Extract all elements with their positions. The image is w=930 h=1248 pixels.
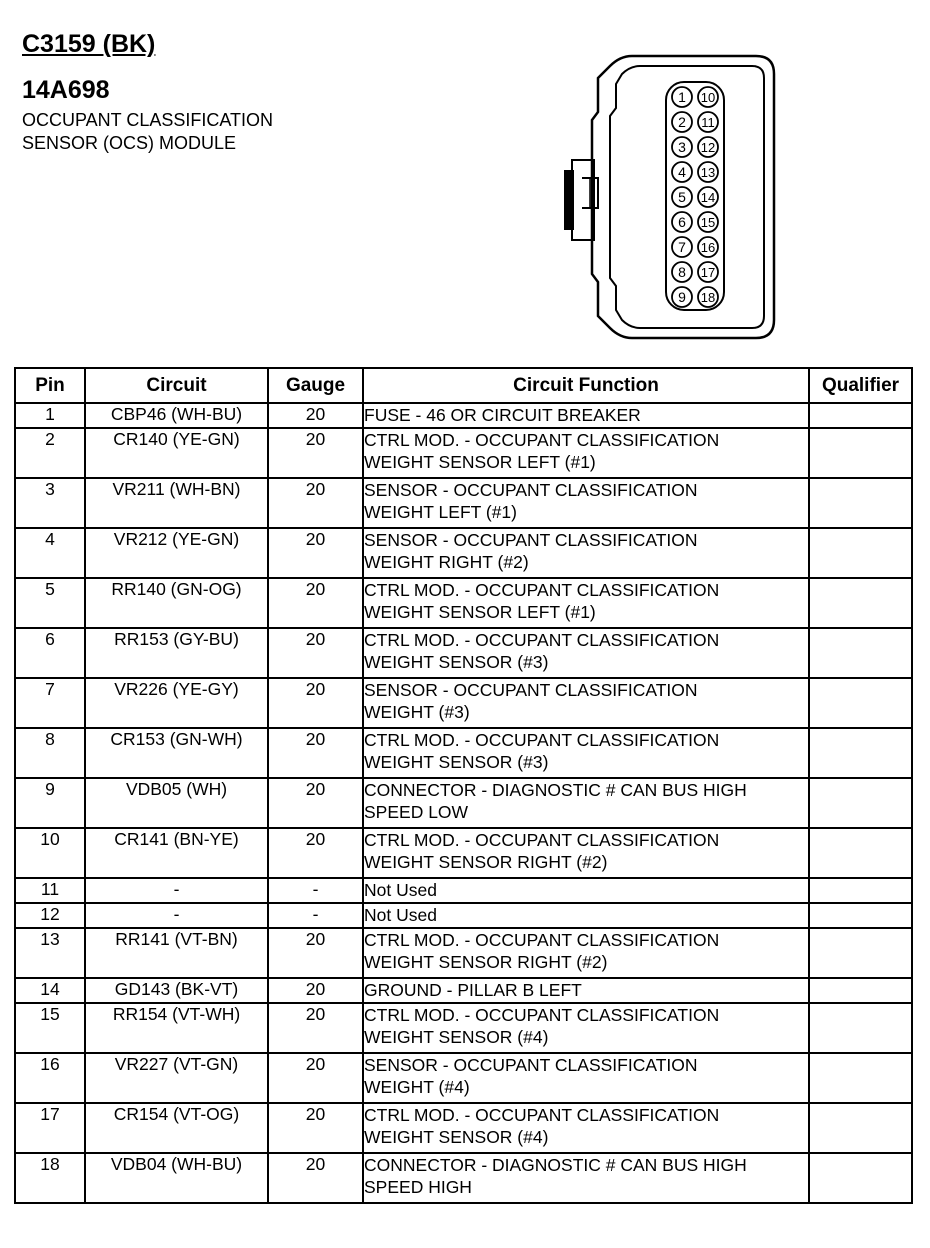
table-row [15, 678, 912, 728]
connector-pin [672, 287, 692, 307]
circuit-function-cell [363, 478, 809, 528]
qualifier-cell [809, 728, 912, 778]
connector-pin [698, 162, 718, 182]
gauge-cell: 20 [268, 578, 363, 628]
pins-right [698, 87, 718, 307]
connector-pin-label: 3 [678, 139, 686, 155]
circuit-function-cell [363, 1103, 809, 1153]
circuit-function-line2: WEIGHT SENSOR (#3) [364, 752, 549, 772]
pin-cell: 16 [15, 1053, 85, 1103]
header-qualifier: Qualifier [809, 368, 912, 403]
circuit-function-cell [363, 678, 809, 728]
pin-cell: 4 [15, 528, 85, 578]
connector-pin-label: 10 [700, 90, 716, 105]
qualifier-cell [809, 1153, 912, 1203]
gauge-cell: 20 [268, 778, 363, 828]
table-row [15, 578, 912, 628]
table-row [15, 878, 912, 903]
qualifier-cell [809, 578, 912, 628]
circuit-function-cell [363, 578, 809, 628]
pin-cell: 6 [15, 628, 85, 678]
connector-pin [698, 212, 718, 232]
qualifier-cell [809, 1003, 912, 1053]
qualifier-cell [809, 428, 912, 478]
gauge-cell: 20 [268, 1053, 363, 1103]
connector-pin-label: 17 [700, 265, 716, 280]
gauge-cell: 20 [268, 728, 363, 778]
circuit-cell: RR153 (GY-BU) [85, 628, 268, 678]
connector-pin-label: 12 [700, 140, 716, 155]
connector-pin [672, 87, 692, 107]
circuit-cell: VDB04 (WH-BU) [85, 1153, 268, 1203]
header-circuit: Circuit [85, 368, 268, 403]
connector-pin-label: 18 [700, 290, 716, 305]
circuit-function-line2: WEIGHT SENSOR (#4) [364, 1127, 549, 1147]
circuit-function-line2: WEIGHT (#3) [364, 702, 470, 722]
pins-left [672, 87, 692, 307]
connector-pin-label: 2 [678, 114, 686, 130]
circuit-function-cell [363, 428, 809, 478]
gauge-cell: 20 [268, 1103, 363, 1153]
qualifier-cell [809, 928, 912, 978]
gauge-cell: 20 [268, 403, 363, 428]
connector-pin [672, 237, 692, 257]
circuit-function-line2: WEIGHT (#4) [364, 1077, 470, 1097]
circuit-function-line1: CTRL MOD. - OCCUPANT CLASSIFICATION [364, 1105, 720, 1125]
circuit-cell: RR141 (VT-BN) [85, 928, 268, 978]
pin-cell: 3 [15, 478, 85, 528]
gauge-cell: 20 [268, 1003, 363, 1053]
qualifier-cell [809, 828, 912, 878]
qualifier-cell [809, 1053, 912, 1103]
circuit-function-cell [363, 903, 809, 928]
qualifier-cell [809, 528, 912, 578]
qualifier-cell [809, 678, 912, 728]
connector-pin [698, 237, 718, 257]
pinout-table [14, 367, 913, 1204]
qualifier-cell [809, 403, 912, 428]
pin-cell: 5 [15, 578, 85, 628]
circuit-function-line2: SPEED HIGH [364, 1177, 472, 1197]
circuit-function-line2: WEIGHT RIGHT (#2) [364, 552, 529, 572]
circuit-function-line1: SENSOR - OCCUPANT CLASSIFICATION [364, 530, 698, 550]
connector-pin-label: 9 [678, 289, 686, 305]
circuit-function-line1: CTRL MOD. - OCCUPANT CLASSIFICATION [364, 430, 720, 450]
connector-pin [698, 137, 718, 157]
circuit-cell: CR154 (VT-OG) [85, 1103, 268, 1153]
circuit-function-line2: WEIGHT SENSOR RIGHT (#2) [364, 952, 608, 972]
connector-pin [672, 262, 692, 282]
circuit-cell: CBP46 (WH-BU) [85, 403, 268, 428]
table-row [15, 828, 912, 878]
circuit-function-line1: CONNECTOR - DIAGNOSTIC # CAN BUS HIGH [364, 1155, 747, 1175]
circuit-cell: VR226 (YE-GY) [85, 678, 268, 728]
table-row [15, 1103, 912, 1153]
circuit-cell: GD143 (BK-VT) [85, 978, 268, 1003]
circuit-function-line1: Not Used [364, 905, 437, 925]
circuit-cell: CR153 (GN-WH) [85, 728, 268, 778]
circuit-function-line2: WEIGHT SENSOR (#3) [364, 652, 549, 672]
table-row [15, 1153, 912, 1203]
connector-pin [672, 187, 692, 207]
circuit-function-cell [363, 628, 809, 678]
module-description-line1: OCCUPANT CLASSIFICATION [22, 110, 274, 130]
pin-cell: 8 [15, 728, 85, 778]
connector-pin [698, 262, 718, 282]
circuit-function-line2: WEIGHT SENSOR LEFT (#1) [364, 452, 596, 472]
circuit-function-cell [363, 403, 809, 428]
connector-pin [698, 287, 718, 307]
qualifier-cell [809, 978, 912, 1003]
table-header-row [15, 368, 912, 403]
circuit-function-line1: CTRL MOD. - OCCUPANT CLASSIFICATION [364, 630, 720, 650]
circuit-function-line2: WEIGHT SENSOR RIGHT (#2) [364, 852, 608, 872]
qualifier-cell [809, 1103, 912, 1153]
table-row [15, 1003, 912, 1053]
gauge-cell: 20 [268, 1153, 363, 1203]
table-row [15, 928, 912, 978]
circuit-function-line2: WEIGHT SENSOR (#4) [364, 1027, 549, 1047]
connector-pin [698, 112, 718, 132]
circuit-cell: RR140 (GN-OG) [85, 578, 268, 628]
table-row [15, 478, 912, 528]
circuit-function-line1: CTRL MOD. - OCCUPANT CLASSIFICATION [364, 1005, 720, 1025]
gauge-cell: - [268, 903, 363, 928]
qualifier-cell [809, 478, 912, 528]
circuit-function-line1: SENSOR - OCCUPANT CLASSIFICATION [364, 680, 698, 700]
connector-pin [672, 137, 692, 157]
connector-pin [672, 162, 692, 182]
pin-cell: 9 [15, 778, 85, 828]
circuit-cell: VR227 (VT-GN) [85, 1053, 268, 1103]
table-row [15, 903, 912, 928]
circuit-function-cell [363, 1003, 809, 1053]
pin-cell: 11 [15, 878, 85, 903]
connector-pin-label: 1 [678, 89, 686, 105]
circuit-cell: VR211 (WH-BN) [85, 478, 268, 528]
connector-pin-label: 7 [678, 239, 686, 255]
connector-pin-label: 4 [678, 164, 686, 180]
circuit-function-line1: CONNECTOR - DIAGNOSTIC # CAN BUS HIGH [364, 780, 747, 800]
table-row [15, 428, 912, 478]
connector-pin-label: 5 [678, 189, 686, 205]
qualifier-cell [809, 628, 912, 678]
gauge-cell: 20 [268, 628, 363, 678]
table-row [15, 628, 912, 678]
connector-pin-label: 16 [700, 240, 716, 255]
circuit-cell: CR141 (BN-YE) [85, 828, 268, 878]
gauge-cell: 20 [268, 528, 363, 578]
circuit-function-line1: Not Used [364, 880, 437, 900]
connector-pin-label: 8 [678, 264, 686, 280]
circuit-function-line1: CTRL MOD. - OCCUPANT CLASSIFICATION [364, 930, 720, 950]
circuit-function-cell [363, 528, 809, 578]
circuit-cell: CR140 (YE-GN) [85, 428, 268, 478]
connector-pin-label: 11 [701, 115, 715, 130]
table-row [15, 1053, 912, 1103]
circuit-function-line2: WEIGHT LEFT (#1) [364, 502, 517, 522]
circuit-function-cell [363, 1153, 809, 1203]
connector-id: C3159 (BK) [22, 30, 156, 58]
module-description-line2: SENSOR (OCS) MODULE [22, 133, 237, 153]
circuit-function-cell [363, 728, 809, 778]
circuit-function-line1: SENSOR - OCCUPANT CLASSIFICATION [364, 1055, 698, 1075]
connector-pin-label: 6 [678, 214, 686, 230]
circuit-cell: - [85, 903, 268, 928]
gauge-cell: 20 [268, 978, 363, 1003]
pin-cell: 10 [15, 828, 85, 878]
connector-pin-label: 13 [700, 165, 716, 180]
pin-cell: 7 [15, 678, 85, 728]
pin-cell: 12 [15, 903, 85, 928]
circuit-function-line1: CTRL MOD. - OCCUPANT CLASSIFICATION [364, 730, 720, 750]
table-row [15, 978, 912, 1003]
circuit-cell: VR212 (YE-GN) [85, 528, 268, 578]
pin-cell: 14 [15, 978, 85, 1003]
pin-cell: 15 [15, 1003, 85, 1053]
table-row [15, 728, 912, 778]
qualifier-cell [809, 903, 912, 928]
circuit-function-cell [363, 828, 809, 878]
circuit-cell: VDB05 (WH) [85, 778, 268, 828]
gauge-cell: 20 [268, 928, 363, 978]
circuit-cell: - [85, 878, 268, 903]
pin-cell: 2 [15, 428, 85, 478]
connector-face-diagram [560, 52, 780, 342]
gauge-cell: 20 [268, 828, 363, 878]
circuit-function-line1: FUSE - 46 OR CIRCUIT BREAKER [364, 405, 641, 425]
circuit-function-line1: CTRL MOD. - OCCUPANT CLASSIFICATION [364, 830, 720, 850]
circuit-function-line1: SENSOR - OCCUPANT CLASSIFICATION [364, 480, 698, 500]
gauge-cell: 20 [268, 478, 363, 528]
connector-pin [672, 212, 692, 232]
header-pin: Pin [15, 368, 85, 403]
pin-cell: 1 [15, 403, 85, 428]
pin-cell: 17 [15, 1103, 85, 1153]
connector-pin-label: 14 [700, 190, 716, 205]
pin-cell: 18 [15, 1153, 85, 1203]
circuit-function-cell [363, 878, 809, 903]
gauge-cell: 20 [268, 678, 363, 728]
circuit-function-line2: WEIGHT SENSOR LEFT (#1) [364, 602, 596, 622]
circuit-function-line2: SPEED LOW [364, 802, 469, 822]
pin-cell: 13 [15, 928, 85, 978]
connector-pin-label: 15 [700, 215, 716, 230]
circuit-function-line1: CTRL MOD. - OCCUPANT CLASSIFICATION [364, 580, 720, 600]
circuit-function-cell [363, 778, 809, 828]
header-circuit-function: Circuit Function [363, 368, 809, 403]
table-row [15, 528, 912, 578]
qualifier-cell [809, 778, 912, 828]
table-row [15, 403, 912, 428]
part-number: 14A698 [22, 76, 110, 104]
header-gauge: Gauge [268, 368, 363, 403]
connector-pin [698, 187, 718, 207]
connector-pin [672, 112, 692, 132]
gauge-cell: - [268, 878, 363, 903]
gauge-cell: 20 [268, 428, 363, 478]
circuit-function-cell [363, 978, 809, 1003]
qualifier-cell [809, 878, 912, 903]
table-row [15, 778, 912, 828]
connector-pin [698, 87, 718, 107]
circuit-function-cell [363, 1053, 809, 1103]
circuit-function-cell [363, 928, 809, 978]
circuit-cell: RR154 (VT-WH) [85, 1003, 268, 1053]
circuit-function-line1: GROUND - PILLAR B LEFT [364, 980, 582, 1000]
